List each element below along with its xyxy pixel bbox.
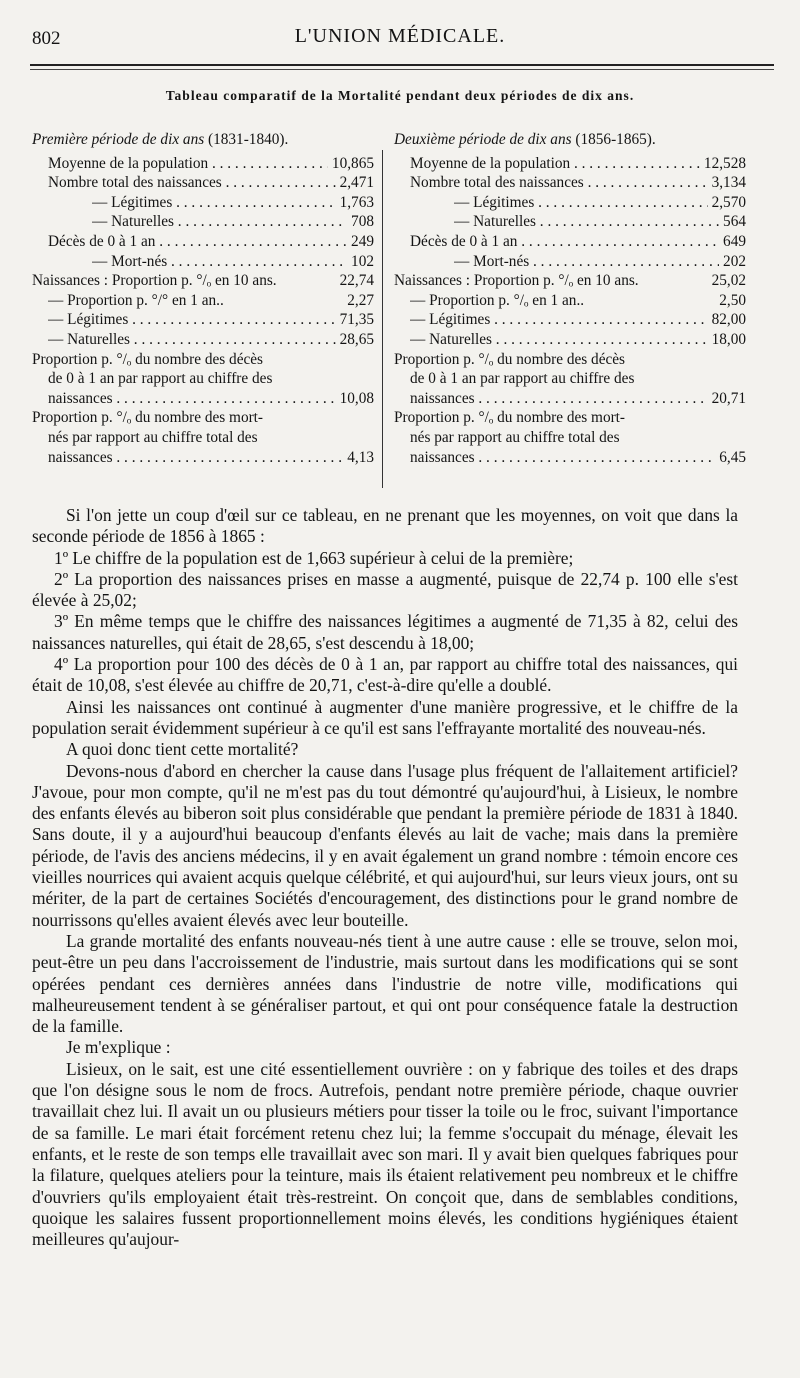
paragraph: Si l'on jette un coup d'œil sur ce tableau, en ne prenant que les moyennes, on voit que dans la seconde période de 1856 à 1865 : <box>32 505 738 547</box>
header-rule <box>30 64 774 66</box>
table-row <box>32 252 374 272</box>
period-years: (1831-1840). <box>208 131 289 148</box>
table-row <box>394 448 746 468</box>
row-label-line: de 0 à 1 an par rapport au chiffre des <box>410 370 635 388</box>
period-years: (1856-1865). <box>575 131 656 148</box>
row-label: — Naturelles . . . <box>454 212 719 232</box>
column-divider <box>382 150 383 488</box>
table-row <box>394 389 746 409</box>
table-row <box>394 330 746 350</box>
row-label: — Naturelles . . . <box>48 330 336 350</box>
page-number: 802 <box>32 28 61 49</box>
table-row <box>394 271 746 291</box>
row-value: 71,35 <box>339 311 374 329</box>
table-row <box>32 212 374 232</box>
row-value: 2,27 <box>347 291 374 309</box>
row-label: Moyenne de la population . . . <box>410 154 700 174</box>
body-text <box>32 505 738 1250</box>
table-row <box>32 173 374 193</box>
row-value: 249 <box>351 232 374 250</box>
header-rule-thin <box>30 69 774 70</box>
row-label: naissances . . . <box>48 448 343 468</box>
row-value: 102 <box>351 252 374 270</box>
paragraph: Devons-nous d'abord en chercher la cause dans l'usage plus fréquent de l'allaitement artificiel? J'avoue, pour mon compte, qu'il ne m'est pas du tout démontré qu'aujourd'hui, à Lisieux, le nombre des enfants élevés au biberon soit plus considérable que pendant la première période de 1831 à 1840. Sans doute, il y a aujourd'hui beaucoup d'enfants élevés au lait de vache; mais dans la première période, de l'avis des anciens médecins, il y en avait également un grand nombre : témoin encore ces vieilles nourrices qui avaient acquis quelque célébrité, et qui aujourd'hui, sur leurs vieux jours, ont su mériter, de la part de certaines Sociétés d'encouragement, des distinctions pour le grand nombre de nourrissons qu'elles avaient élevés avec leur bouteille. <box>32 760 738 930</box>
row-label: Naissances : Proportion p. °/ₒ en 10 ans. <box>32 272 277 290</box>
row-value: 3,134 <box>711 174 746 192</box>
row-label: — Mort-nés . . . <box>92 252 347 272</box>
row-value: 28,65 <box>339 330 374 348</box>
paragraph: La grande mortalité des enfants nouveau-nés tient à une autre cause : elle se trouve, selon moi, peut-être un peu dans l'accroissement de l'industrie, mais surtout dans les modifications qui se sont opérées pendant ces dernières années dans l'industrie de notre ville, modifications qui malheureusement tendent à se généraliser partout, et qui ont pour conséquence fatale la destruction de la famille. <box>32 930 738 1037</box>
paragraph: A quoi donc tient cette mortalité? <box>66 739 299 760</box>
list-item: 2º La proportion des naissances prises en masse a augmenté, puisque de 22,74 p. 100 elle s'est élevée à 25,02; <box>32 568 738 611</box>
table-row <box>394 154 746 174</box>
table-row <box>32 154 374 174</box>
row-label: naissances . . . <box>410 389 708 409</box>
table-row <box>32 271 374 291</box>
table-row <box>394 212 746 232</box>
table-row <box>394 193 746 213</box>
table-right-column <box>394 130 746 467</box>
row-label: Nombre total des naissances . . . <box>48 173 336 193</box>
period-label: Première période de dix ans <box>32 131 205 148</box>
row-value: 22,74 <box>339 272 374 290</box>
row-label: Moyenne de la population . . . <box>48 154 328 174</box>
row-label: — Légitimes . . . <box>48 310 336 330</box>
row-label: naissances . . . <box>410 448 715 468</box>
row-label: Naissances : Proportion p. °/ₒ en 10 ans. <box>394 272 639 290</box>
row-label: — Légitimes . . . <box>410 310 708 330</box>
row-value: 10,865 <box>331 154 374 172</box>
row-label: — Proportion p. °/ₒ en 1 an.. <box>410 291 585 309</box>
row-value: 708 <box>351 213 374 231</box>
table-row <box>32 232 374 252</box>
row-label: — Naturelles . . . <box>410 330 708 350</box>
row-value: 12,528 <box>703 154 746 172</box>
row-value: 2,471 <box>339 174 374 192</box>
row-value: 649 <box>723 232 746 250</box>
row-value: 2,570 <box>711 193 746 211</box>
row-label-line: de 0 à 1 an par rapport au chiffre des <box>48 370 273 388</box>
row-value: 1,763 <box>339 193 374 211</box>
row-label-line: Proportion p. °/ₒ du nombre des décès <box>394 350 626 368</box>
table-row <box>394 252 746 272</box>
row-label: — Proportion p. °/° en 1 an.. <box>48 291 224 309</box>
row-label: — Légitimes . . . <box>454 193 708 213</box>
row-value: 564 <box>723 213 746 231</box>
row-value: 10,08 <box>339 389 374 407</box>
table-row <box>394 310 746 330</box>
row-value: 18,00 <box>711 330 746 348</box>
table-row <box>394 173 746 193</box>
period-heading <box>394 130 746 150</box>
table-row <box>394 232 746 252</box>
table-row <box>394 291 746 311</box>
row-label: Nombre total des naissances . . . <box>410 173 708 193</box>
table-row <box>32 291 374 311</box>
period-heading <box>32 130 374 150</box>
row-label-line: Proportion p. °/ₒ du nombre des mort- <box>32 409 264 427</box>
page-header <box>0 0 800 70</box>
paragraph: Lisieux, on le sait, est une cité essentiellement ouvrière : on y fabrique des toiles et des draps que l'on désigne sous le nom de frocs. Autrefois, pendant notre première période, chaque ouvrier travaillait chez lui. Il avait un ou plusieurs métiers pour tisser la toile ou le froc, suivant l'importance de sa famille. Le mari était forcément retenu chez lui; la femme s'occupait du ménage, élevait les enfants, et le reste de son temps elle travaillait avec son mari. Il y avait bien quelques fabriques pour la filature, quelques ateliers pour la teinture, mais ils étaient relativement peu nombreux et le chiffre d'ouvriers qu'ils employaient était très-restreint. On conçoit que, dans de semblables conditions, quoique les salaires fussent proportionnellement moins élevés, les conditions hygiéniques étaient meilleures qu'aujour- <box>32 1058 738 1250</box>
table-left-column <box>32 130 374 467</box>
list-item: 1º Le chiffre de la population est de 1,663 supérieur à celui de la première; <box>54 547 574 568</box>
row-label: Décès de 0 à 1 an . . . <box>48 232 347 252</box>
table-row <box>32 310 374 330</box>
table-row <box>32 193 374 213</box>
period-label: Deuxième période de dix ans <box>394 131 572 148</box>
table-row <box>32 389 374 409</box>
list-item: 4º La proportion pour 100 des décès de 0 à 1 an, par rapport au chiffre total des naissances, qui était de 10,08, s'est élevée au chiffre de 20,71, c'est-à-dire qu'elle a doublé. <box>32 654 738 696</box>
row-label-line: Proportion p. °/ₒ du nombre des décès <box>32 350 264 368</box>
row-value: 4,13 <box>347 448 374 466</box>
paragraph: Ainsi les naissances ont continué à augmenter d'une manière progressive, et le chiffre de la population serait évidemment supérieur à ce qu'il est sans l'effrayante mortalité des nouveau-nés. <box>32 696 738 738</box>
row-value: 2,50 <box>719 291 746 309</box>
row-label: naissances . . . <box>48 389 336 409</box>
row-value: 25,02 <box>711 272 746 290</box>
row-label: — Mort-nés . . . <box>454 252 719 272</box>
row-value: 82,00 <box>711 311 746 329</box>
row-value: 6,45 <box>719 448 746 466</box>
row-label: — Légitimes . . . <box>92 193 336 213</box>
row-value: 20,71 <box>711 389 746 407</box>
row-label-line: nés par rapport au chiffre total des <box>410 428 620 446</box>
paragraph: Je m'explique : <box>66 1037 171 1058</box>
row-label: Décès de 0 à 1 an . . . <box>410 232 719 252</box>
row-label: — Naturelles . . . <box>92 212 347 232</box>
list-item: 3º En même temps que le chiffre des naissances légitimes a augmenté de 71,35 à 82, celui des naissances naturelles, qui était de 28,65, s'est descendu à 18,00; <box>32 611 738 653</box>
row-label-line: nés par rapport au chiffre total des <box>48 428 258 446</box>
table-row <box>32 448 374 468</box>
row-label-line: Proportion p. °/ₒ du nombre des mort- <box>394 409 626 427</box>
journal-title: L'UNION MÉDICALE. <box>294 25 506 47</box>
table-row <box>32 330 374 350</box>
table-title: Tableau comparatif de la Mortalité pendant deux périodes de dix ans. <box>165 88 635 103</box>
row-value: 202 <box>723 252 746 270</box>
